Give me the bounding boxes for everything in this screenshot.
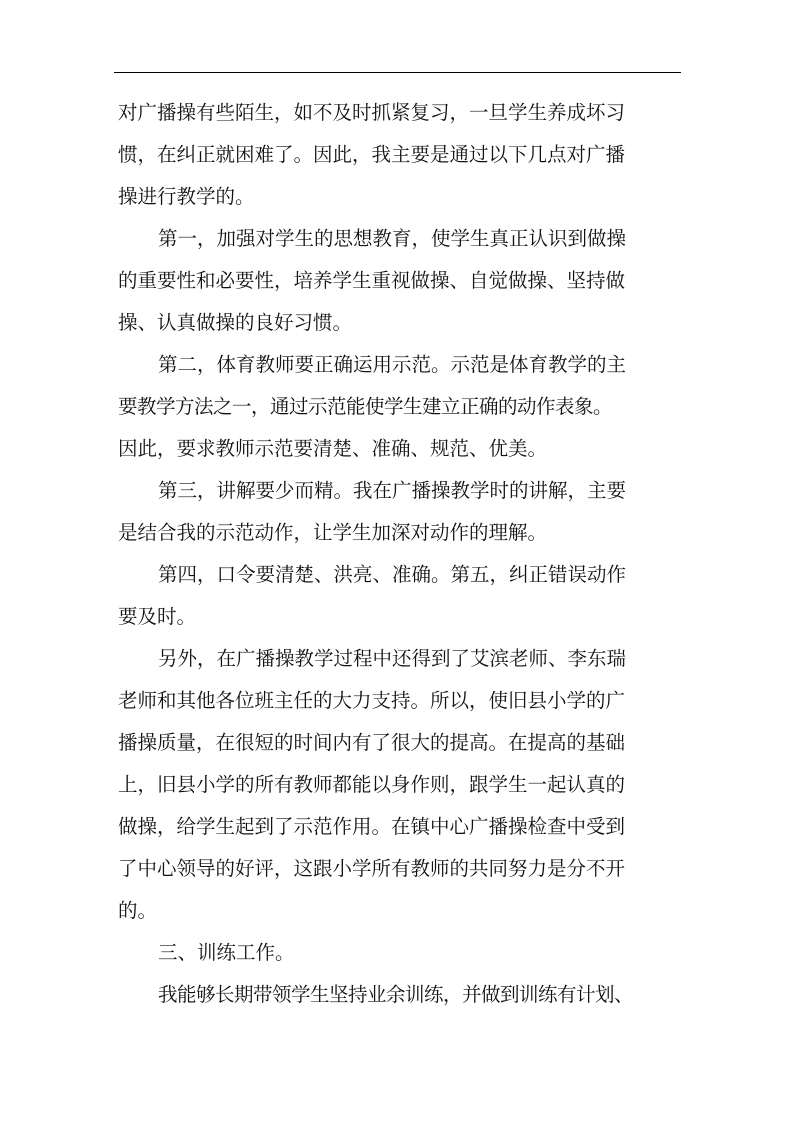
text-line: 上，旧县小学的所有教师都能以身作则，跟学生一起认真的: [118, 773, 626, 796]
text-line: 了中心领导的好评，这跟小学所有教师的共同努力是分不开: [118, 857, 626, 880]
text-line: 第四，口令要清楚、洪亮、准确。第五，纠正错误动作: [158, 563, 627, 586]
text-line: 老师和其他各位班主任的大力支持。所以，使旧县小学的广: [118, 689, 626, 712]
text-line: 操、认真做操的良好习惯。: [118, 311, 353, 334]
text-line: 第三，讲解要少而精。我在广播操教学时的讲解，主要: [158, 479, 627, 502]
text-line: 因此，要求教师示范要清楚、准确、规范、优美。: [118, 437, 548, 460]
text-line: 我能够长期带领学生坚持业余训练，并做到训练有计划、: [158, 983, 634, 1006]
text-line: 第二，体育教师要正确运用示范。示范是体育教学的主: [158, 353, 627, 376]
text-line: 播操质量，在很短的时间内有了很大的提高。在提高的基础: [118, 731, 626, 754]
text-line: 三、训练工作。: [158, 941, 295, 964]
text-line: 的重要性和必要性，培养学生重视做操、自觉做操、坚持做: [118, 269, 626, 292]
text-line: 第一，加强对学生的思想教育，使学生真正认识到做操: [158, 227, 627, 250]
text-line: 做操，给学生起到了示范作用。在镇中心广播操检查中受到: [118, 815, 626, 838]
header-rule: [114, 72, 681, 73]
text-line: 的。: [118, 899, 158, 922]
text-line: 是结合我的示范动作，让学生加深对动作的理解。: [118, 521, 548, 544]
text-line: 要及时。: [118, 605, 197, 628]
text-line: 另外，在广播操教学过程中还得到了艾滨老师、李东瑞: [158, 647, 627, 670]
text-line: 对广播操有些陌生，如不及时抓紧复习，一旦学生养成坏习: [118, 101, 626, 124]
text-line: 惯，在纠正就困难了。因此，我主要是通过以下几点对广播: [118, 143, 626, 166]
document-body: [118, 92, 678, 1016]
text-line: 操进行教学的。: [118, 185, 255, 208]
text-line: 要教学方法之一，通过示范能使学生建立正确的动作表象。: [118, 395, 613, 418]
